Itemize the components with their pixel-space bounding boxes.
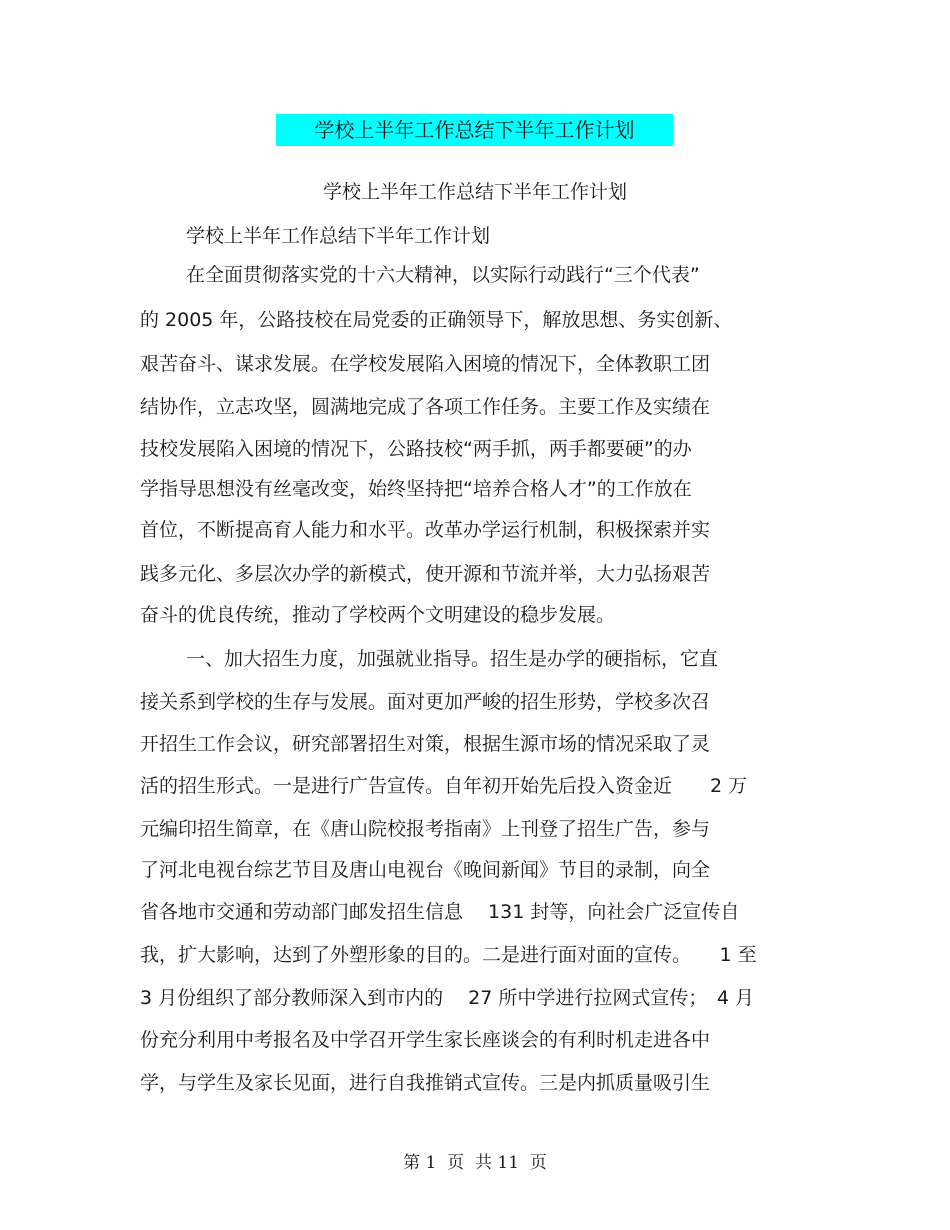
paragraph-line: 活的招生形式。一是进行广告宣传。自年初开始先后投入资金近 2 万 <box>140 775 748 797</box>
paragraph-line: 艰苦奋斗、谋求发展。在学校发展陷入困境的情况下，全体教职工团 <box>140 353 711 375</box>
paragraph-line: 开招生工作会议，研究部署招生对策，根据生源市场的情况采取了灵 <box>140 733 711 755</box>
paragraph-line: 奋斗的优良传统，推动了学校两个文明建设的稳步发展。 <box>140 604 616 626</box>
paragraph-line: 一、加大招生力度，加强就业指导。招生是办学的硬指标，它直 <box>186 648 719 670</box>
paragraph-line: 技校发展陷入困境的情况下，公路技校“两手抓，两手都要硬”的办 <box>140 438 692 460</box>
paragraph-line: 省各地市交通和劳动部门邮发招生信息 131 封等，向社会广泛宣传自 <box>140 901 740 923</box>
paragraph-line: 践多元化、多层次办学的新模式，使开源和节流并举，大力弘扬艰苦 <box>140 563 711 585</box>
paragraph-line: 学，与学生及家长见面，进行自我推销式宣传。三是内抓质量吸引生 <box>140 1072 711 1094</box>
paragraph-line: 了河北电视台综艺节目及唐山电视台《晚间新闻》节目的录制，向全 <box>140 859 711 881</box>
paragraph-line: 的 2005 年，公路技校在局党委的正确领导下，解放思想、务实创新、 <box>140 309 733 331</box>
paragraph-line: 3 月份组织了部分教师深入到市内的 27 所中学进行拉网式宣传； 4 月 <box>140 987 755 1009</box>
paragraph-line: 学指导思想没有丝毫改变，始终坚持把“培养合格人才”的工作放在 <box>140 478 692 500</box>
page-indicator: 第 1 页 共 11 页 <box>403 1153 547 1173</box>
paragraph-line: 份充分利用中考报名及中学召开学生家长座谈会的有利时机走进各中 <box>140 1029 711 1051</box>
paragraph-line: 首位，不断提高育人能力和水平。改革办学运行机制，积极探索并实 <box>140 519 711 541</box>
centered-title: 学校上半年工作总结下半年工作计划 <box>322 181 627 203</box>
paragraph-line: 元编印招生简章，在《唐山院校报考指南》上刊登了招生广告，参与 <box>140 818 711 840</box>
paragraph-line: 我，扩大影响，达到了外塑形象的目的。二是进行面对面的宣传。 1 至 <box>140 944 757 966</box>
highlighted-title: 学校上半年工作总结下半年工作计划 <box>276 114 673 146</box>
subtitle-line: 学校上半年工作总结下半年工作计划 <box>186 225 491 247</box>
paragraph-line: 接关系到学校的生存与发展。面对更加严峻的招生形势，学校多次召 <box>140 691 711 713</box>
paragraph-line: 在全面贯彻落实党的十六大精神，以实际行动践行“三个代表” <box>186 264 700 286</box>
paragraph-line: 结协作，立志攻坚，圆满地完成了各项工作任务。主要工作及实绩在 <box>140 396 711 418</box>
